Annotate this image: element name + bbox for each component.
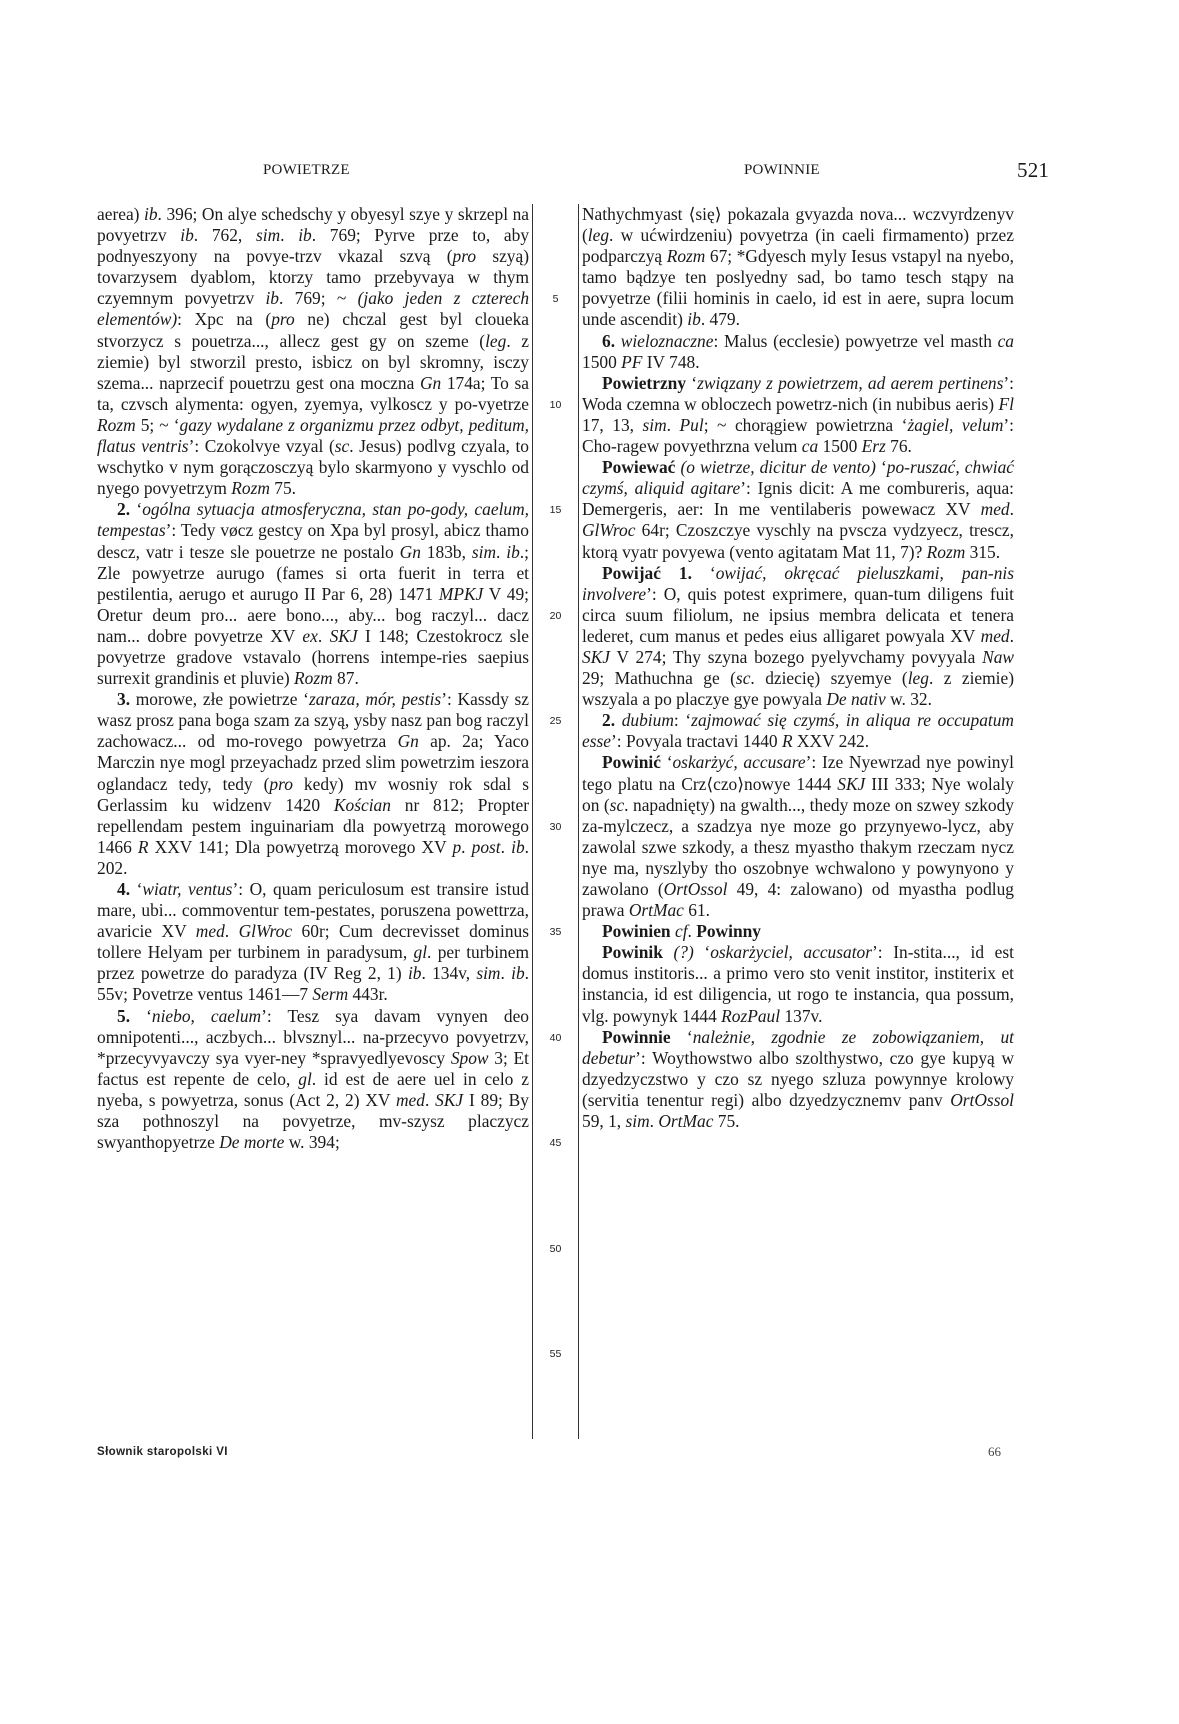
dictionary-entry-paragraph: aerea) ib. 396; On alye schedschy y obyesyl szye y skrzepl na povyetrzv ib. 762, sim. ib. 769; Pyrve prze to, aby podnyeszyony na povye-trzv vkazal szvą (pro szyą) tovarzysem dyablom, ktorzy tamo przebyvaya w thym czyemnym povyetrzv ib. 769; ~ (jako jeden z czterech elementów): Xpc na (pro ne) chczal gest byl cloueka stvorzycz s pouetrza..., allecz gest gy on szeme (leg. z ziemie) byl stworzil presto, isbicz on byl skromny, isczy szema... naprzecif pouetrzu gest ona moczna Gn 174a; To sa ta, czvsch alymenta: ogyen, zyemya, vylkoscz y po-vyetrze Rozm 5; ~ ‘gazy wydalane z organizmu przez odbyt, peditum, flatus ventris’: Czokolvye vzyal (sc. Jesus) podlvg czyala, to wschytko v nym gorączosczyą bylo skarmyono y vyschlo od nyego povyetrzym Rozm 75. xyxy=(97,204,530,499)
dictionary-entry-paragraph: 6. wieloznaczne: Malus (ecclesie) powyetrze vel masth ca 1500 PF IV 748. xyxy=(582,330,1014,372)
left-running-head: POWIETRZE xyxy=(263,162,350,178)
line-number: 25 xyxy=(549,715,562,728)
footer-book-title: Słownik staropolski VI xyxy=(97,1446,228,1458)
dictionary-entry-paragraph: Powinić ‘oskarżyć, accusare’: Ize Nyewrzad nye powinyl tego platu na Crz⟨czo⟩nowye 1444 SKJ III 333; Nye wolaly on (sc. napadnięty) na gwalth..., thedy moze on szwey szkody za-mylczecz, a szadzya nye moze go przynyewo-lycz, aby zawolal szwe szkody, a thesz myastho thakym rzeczam nycz nye ma, nyszlyby tho oszobnye wchwalono y powynyono y zawolano (OrtOssol 49, 4: zalowano) od myastha podlug prawa OrtMac 61. xyxy=(582,752,1015,921)
line-number: 40 xyxy=(549,1031,562,1044)
dictionary-entry-paragraph: 2. ‘ogólna sytuacja atmosferyczna, stan po-gody, caelum, tempestas’: Tedy vøcz gestcy on Xpa byl prosyl, abicz thamo descz, vatr i tesze sle pouetrze ne postalo Gn 183b, sim. ib.; Zle powyetrze aurugo (fames si orta fuerit in terra et pestilentia, aerugo et aurugo II Par 6, 28) 1471 MPKJ V 49; Oretur deum pro... aere bono..., aby... bog raczyl... dacz nam... dobre povyetrze XV ex. SKJ I 148; Czestokrocz sle povyetrze gradove vstavalo (horrens intempe-ries saepius surrexit grandinis et pluvie) Rozm 87. xyxy=(97,499,529,689)
dictionary-entry-paragraph: 3. morowe, złe powietrze ‘zaraza, mór, pestis’: Kassdy sz wasz prosz pana boga szam za szyą, ysby nasz pan bog raczyl zachowacz... od mo-rovego powyetrza Gn ap. 2a; Yaco Marczin nye mogl przeyachadz przed slim powetrzim ieszora oglandacz tedy, tedy (pro kedy) mv wosniy rok sdal s Gerlassim ku widzenv 1420 Kościan nr 812; Propter repellendam pestem inguinariam dla powyetrzą morowego 1466 R XXV 141; Dla powyetrzą morovego XV p. post. ib. 202. xyxy=(97,689,529,878)
line-number: 30 xyxy=(549,820,562,833)
dictionary-entry-paragraph: 4. ‘wiatr, ventus’: O, quam periculosum est transire istud mare, ubi... commoventur tem-pestates, poruszena powettrza, avaricie XV med. GlWroc 60r; Cum decrevisset dominus tollere Helyam per turbinem in paradysum, gl. per turbinem przez powetrze do paradyza (IV Reg 2, 1) ib. 134v, sim. ib. 55v; Povetrze ventus 1461—7 Serm 443r. xyxy=(97,879,529,1005)
dictionary-entry-paragraph: Powijać 1. ‘owijać, okręcać pieluszkami, pan-nis involvere’: O, quis potest exprimere, quan-tum diligens fuit circa suum filiolum, ne ipsius membra delicata et tenera lederet, cum manus et pedes eius alligaret powyala XV med. SKJ V 274; Thy szyna bozego pyelyvchamy povyyala Naw 29; Mathuchna ge (sc. dziecię) szyemye (leg. z ziemie) wszyala a po placzye gye powyala De nativ w. 32. xyxy=(582,562,1014,710)
footer-signature: 66 xyxy=(988,1444,1001,1459)
line-number: 10 xyxy=(549,398,562,411)
dictionary-entry-paragraph: Powinien cf. Powinny xyxy=(602,921,761,942)
page-number: 521 xyxy=(1017,158,1050,182)
dictionary-entry-paragraph: Powinnie ‘należnie, zgodnie ze zobowiązaniem, ut debetur’: Woythowstwo albo szolthystwo, czo gye kupyą w dzyedzyczstwo y czo sz nyego szluza powynnye krolowy (servitia tenentur regi) albo dzyedzycznemv panv OrtOssol 59, 1, sim. OrtMac 75. xyxy=(582,1026,1014,1132)
dictionary-entry-paragraph: Powietrzny ‘związany z powietrzem, ad aerem pertinens’: Woda czemna w obloczech powetrz-nich (in nubibus aeris) Fl 17, 13, sim. Pul; ~ chorągiew powietrzna ‘żagiel, velum’: Cho-ragew povyethrzna velum ca 1500 Erz 76. xyxy=(582,372,1015,457)
running-header xyxy=(0,160,1179,184)
line-number: 55 xyxy=(549,1348,562,1361)
line-number: 50 xyxy=(549,1242,562,1255)
left-text-column xyxy=(97,204,529,1153)
dictionary-entry-paragraph: Powiewać (o wietrze, dicitur de vento) ‘po-ruszać, chwiać czymś, aliquid agitare’: Ignis dicit: A me combureris, aqua: Demergeris, aer: In me ventilaberis powewacz XV med. GlWroc 64r; Czoszczye vyschly na pvscza vydzyecz, trescz, ktorą vyatr povyewa (vento agitatam Mat 11, 7)? Rozm 315. xyxy=(582,457,1015,562)
dictionary-entry-paragraph: Powinik (?) ‘oskarżyciel, accusator’: In-stita..., id est domus institoris... a primo vero sto venit institor, institerix et instancia, id est diligencia, ut rogo te instancia, qua possum, vlg. powynyk 1444 RozPaul 137v. xyxy=(582,942,1014,1026)
line-number: 45 xyxy=(549,1137,562,1150)
line-number: 35 xyxy=(549,926,562,939)
dictionary-entry-paragraph: 5. ‘niebo, caelum’: Tesz sya davam vynyen deo omnipotenti..., aczbych... blvsznyl... na-przecyvo povyetrzv, *przecyvyavczy sya vyer-ney *spravyedlyevoscy Spow 3; Et factus est repente de celo, gl. id est de aere uel in celo z nyeba, s powyetrza, sonus (Act 2, 2) XV med. SKJ I 89; By sza pothnoszyl na povyetrze, mv-szysz placzycz swyanthopyetrze De morte w. 394; xyxy=(97,1005,529,1153)
line-number: 5 xyxy=(552,293,559,306)
column-divider-right xyxy=(578,204,579,1439)
dictionary-entry-paragraph: Nathychmyast ⟨się⟩ pokazala gvyazda nova... wczvyrdzenyv (leg. w ućwirdzeniu) povyetrza (in caeli firmamento) przez podparczyą Rozm 67; *Gdyesch myly Iesus vstapyl na nyebo, tamo bądzye ten poslyedny sad, bo tamo tesch stąpy na povyetrze (filii hominis in caelo, id est in aere, supra locum unde ascendit) ib. 479. xyxy=(582,204,1014,330)
right-running-head: POWINNIE xyxy=(744,162,820,178)
right-text-column xyxy=(582,204,1014,1132)
dictionary-entry-paragraph: 2. dubium: ‘zajmować się czymś, in aliqua re occupatum esse’: Povyala tractavi 1440 R XXV 242. xyxy=(582,710,1014,752)
line-number: 20 xyxy=(549,609,562,622)
line-number-gutter xyxy=(533,204,578,1439)
line-number: 15 xyxy=(549,504,562,517)
